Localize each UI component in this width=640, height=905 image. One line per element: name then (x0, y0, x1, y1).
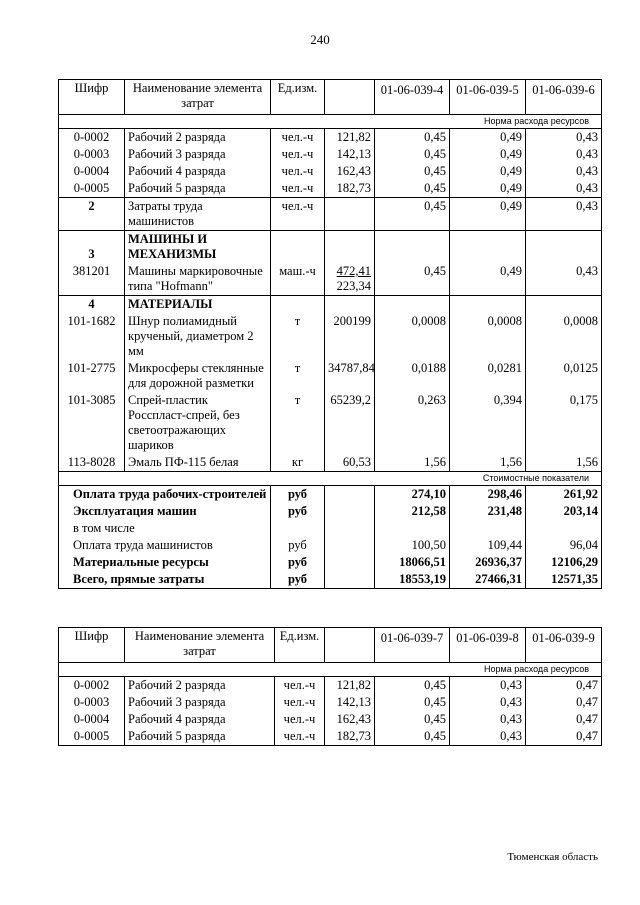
price-top: 472,41 (336, 264, 371, 278)
header-rate-code: 01-06-039-4 (375, 80, 450, 115)
header-row (59, 80, 602, 115)
header-code: Шифр (59, 80, 125, 115)
norm-value: 0,43 (526, 180, 602, 198)
norm-label: Норма расхода ресурсов (59, 663, 602, 677)
norm-value: 0,43 (450, 694, 526, 711)
resource-price (325, 198, 375, 231)
cost-value: 100,50 (375, 537, 450, 554)
norm-value: 0,45 (375, 677, 450, 695)
header-rate-code: 01-06-039-5 (450, 80, 526, 115)
table-row (59, 146, 602, 163)
cost-unit: руб (271, 503, 325, 520)
cost-name: в том числе (59, 520, 271, 537)
cost-row (59, 571, 602, 589)
norm-value: 0,47 (526, 677, 602, 695)
resource-name: Рабочий 3 разряда (125, 694, 275, 711)
norm-value: 0,49 (450, 146, 526, 163)
section-title: МАТЕРИАЛЫ (125, 296, 271, 314)
cost-value: 27466,31 (450, 571, 526, 589)
norm-value: 0,49 (450, 198, 526, 231)
table-row (59, 711, 602, 728)
header-code: Шифр (59, 628, 125, 663)
norm-value: 0,0125 (526, 360, 602, 392)
norm-value: 0,43 (526, 198, 602, 231)
norm-value: 0,45 (375, 198, 450, 231)
resource-unit: чел.-ч (275, 711, 325, 728)
norm-value: 0,0281 (450, 360, 526, 392)
cost-value: 298,46 (450, 486, 526, 504)
cost-name: Оплата труда рабочих-строителей (59, 486, 271, 504)
section-number: 3 (59, 231, 125, 264)
norm-value: 0,43 (526, 163, 602, 180)
resource-price: 182,73 (325, 728, 375, 746)
resource-code: 0-0005 (59, 180, 125, 198)
resource-code: 0-0004 (59, 163, 125, 180)
resource-unit: маш.-ч (271, 263, 325, 296)
resource-unit: чел.-ч (275, 677, 325, 695)
resource-code: 0-0002 (59, 129, 125, 147)
header-unit: Ед.изм. (271, 80, 325, 115)
resource-price: 60,53 (325, 454, 375, 472)
norm-value: 0,49 (450, 129, 526, 147)
norm-value: 0,0008 (526, 313, 602, 360)
table-row (59, 180, 602, 198)
cost-value: 212,58 (375, 503, 450, 520)
resource-price: 142,13 (325, 146, 375, 163)
cost-row (59, 520, 602, 537)
table-row (59, 454, 602, 472)
resource-unit: т (271, 392, 325, 454)
resource-code: 101-2775 (59, 360, 125, 392)
resource-name: Рабочий 2 разряда (125, 677, 275, 695)
resource-unit: чел.-ч (271, 146, 325, 163)
norm-value: 0,0008 (375, 313, 450, 360)
cost-value: 18066,51 (375, 554, 450, 571)
cost-name: Эксплуатация машин (59, 503, 271, 520)
cost-value: 12106,29 (526, 554, 602, 571)
cost-value: 231,48 (450, 503, 526, 520)
header-rate-code: 01-06-039-9 (526, 628, 602, 663)
norm-value: 0,0188 (375, 360, 450, 392)
resource-price: 121,82 (325, 129, 375, 147)
resource-name: Рабочий 3 разряда (125, 146, 271, 163)
resource-name: Затраты труда машинистов (125, 198, 271, 231)
cost-row (59, 554, 602, 571)
norm-value: 0,49 (450, 180, 526, 198)
header-name: Наименование элемента затрат (125, 80, 271, 115)
section-title: МАШИНЫ И МЕХАНИЗМЫ (125, 231, 271, 264)
norm-value: 0,175 (526, 392, 602, 454)
resource-code: 101-3085 (59, 392, 125, 454)
norm-value: 0,43 (526, 146, 602, 163)
cost-label: Стоимостные показатели (59, 472, 602, 486)
norm-value: 0,45 (375, 146, 450, 163)
cost-value: 26936,37 (450, 554, 526, 571)
norm-value: 0,45 (375, 129, 450, 147)
resource-unit: чел.-ч (275, 728, 325, 746)
norm-value: 0,47 (526, 694, 602, 711)
resource-unit: чел.-ч (271, 180, 325, 198)
resource-code: 101-1682 (59, 313, 125, 360)
section-number: 4 (59, 296, 125, 314)
norm-value: 0,45 (375, 180, 450, 198)
resource-code: 0-0003 (59, 694, 125, 711)
resource-name: Шнур полиамидный крученый, диаметром 2 мм (125, 313, 271, 360)
norm-value: 0,45 (375, 694, 450, 711)
resource-code: 113-8028 (59, 454, 125, 472)
norm-value: 0,394 (450, 392, 526, 454)
norm-value: 0,0008 (450, 313, 526, 360)
norm-value: 0,43 (450, 728, 526, 746)
resource-table-1 (58, 79, 602, 589)
header-rate-code: 01-06-039-8 (450, 628, 526, 663)
table-row (59, 313, 602, 360)
resource-name: Рабочий 4 разряда (125, 711, 275, 728)
norm-value: 0,49 (450, 163, 526, 180)
cost-value: 109,44 (450, 537, 526, 554)
header-price (325, 80, 375, 115)
resource-unit: т (271, 360, 325, 392)
cost-name: Материальные ресурсы (59, 554, 271, 571)
resource-unit: чел.-ч (271, 129, 325, 147)
resource-price: 121,82 (325, 677, 375, 695)
norm-value: 0,45 (375, 711, 450, 728)
resource-price: 162,43 (325, 711, 375, 728)
resource-unit: чел.-ч (275, 694, 325, 711)
cost-name: Всего, прямые затраты (59, 571, 271, 589)
resource-name: Эмаль ПФ-115 белая (125, 454, 271, 472)
resource-name: Рабочий 4 разряда (125, 163, 271, 180)
resource-name: Рабочий 2 разряда (125, 129, 271, 147)
table-row (59, 163, 602, 180)
resource-name: Машины маркировочные типа "Hofmann" (125, 263, 271, 296)
resource-price: 162,43 (325, 163, 375, 180)
norm-value: 0,45 (375, 163, 450, 180)
resource-price: 142,13 (325, 694, 375, 711)
header-price (325, 628, 375, 663)
resource-unit: чел.-ч (271, 163, 325, 180)
header-row (59, 628, 602, 663)
table-row (59, 129, 602, 147)
header-rate-code: 01-06-039-7 (375, 628, 450, 663)
cost-subheader-row (59, 472, 602, 486)
norm-subheader-row (59, 115, 602, 129)
cost-value: 96,04 (526, 537, 602, 554)
price-bottom: 223,34 (336, 279, 371, 293)
norm-value: 1,56 (375, 454, 450, 472)
cost-row (59, 486, 602, 504)
resource-code: 0-0004 (59, 711, 125, 728)
norm-value: 0,45 (375, 728, 450, 746)
header-rate-code: 01-06-039-6 (526, 80, 602, 115)
norm-value: 0,43 (526, 129, 602, 147)
table-row (59, 263, 602, 296)
resource-price: 65239,2 (325, 392, 375, 454)
table-row (59, 694, 602, 711)
cost-value: 261,92 (526, 486, 602, 504)
cost-unit: руб (271, 554, 325, 571)
cost-unit: руб (271, 571, 325, 589)
resource-unit: т (271, 313, 325, 360)
resource-price: 34787,84 (325, 360, 375, 392)
cost-value: 274,10 (375, 486, 450, 504)
norm-value: 0,43 (526, 263, 602, 296)
norm-value: 0,43 (450, 677, 526, 695)
table-row (59, 392, 602, 454)
table-row (59, 677, 602, 695)
resource-name: Рабочий 5 разряда (125, 180, 271, 198)
cost-value: 12571,35 (526, 571, 602, 589)
resource-name: Рабочий 5 разряда (125, 728, 275, 746)
resource-code: 0-0002 (59, 677, 125, 695)
resource-code: 2 (59, 198, 125, 231)
cost-row (59, 503, 602, 520)
table-row (59, 360, 602, 392)
header-name: Наименование элемента затрат (125, 628, 275, 663)
resource-name: Спрей-пластик Росспласт-спрей, без светоотражающих шариков (125, 392, 271, 454)
resource-unit: кг (271, 454, 325, 472)
norm-value: 0,45 (375, 263, 450, 296)
cost-value: 18553,19 (375, 571, 450, 589)
norm-value: 1,56 (526, 454, 602, 472)
cost-unit: руб (271, 537, 325, 554)
norm-subheader-row (59, 663, 602, 677)
table-row (59, 728, 602, 746)
norm-value: 0,49 (450, 263, 526, 296)
norm-value: 0,47 (526, 728, 602, 746)
table-row (59, 198, 602, 231)
norm-value: 1,56 (450, 454, 526, 472)
page-number: 240 (310, 32, 330, 47)
cost-name: Оплата труда машинистов (59, 537, 271, 554)
resource-name: Микросферы стеклянные для дорожной разметки (125, 360, 271, 392)
resource-price: 200199 (325, 313, 375, 360)
norm-value: 0,43 (450, 711, 526, 728)
section-row (59, 231, 602, 264)
norm-value: 0,263 (375, 392, 450, 454)
resource-price (325, 263, 375, 296)
cost-row (59, 537, 602, 554)
norm-label: Норма расхода ресурсов (59, 115, 602, 129)
norm-value: 0,47 (526, 711, 602, 728)
resource-price: 182,73 (325, 180, 375, 198)
section-row (59, 296, 602, 314)
header-unit: Ед.изм. (275, 628, 325, 663)
cost-unit: руб (271, 486, 325, 504)
resource-table-2 (58, 627, 602, 746)
footer-region: Тюменская область (507, 851, 598, 863)
resource-code: 381201 (59, 263, 125, 296)
resource-code: 0-0005 (59, 728, 125, 746)
cost-value: 203,14 (526, 503, 602, 520)
resource-code: 0-0003 (59, 146, 125, 163)
resource-unit: чел.-ч (271, 198, 325, 231)
